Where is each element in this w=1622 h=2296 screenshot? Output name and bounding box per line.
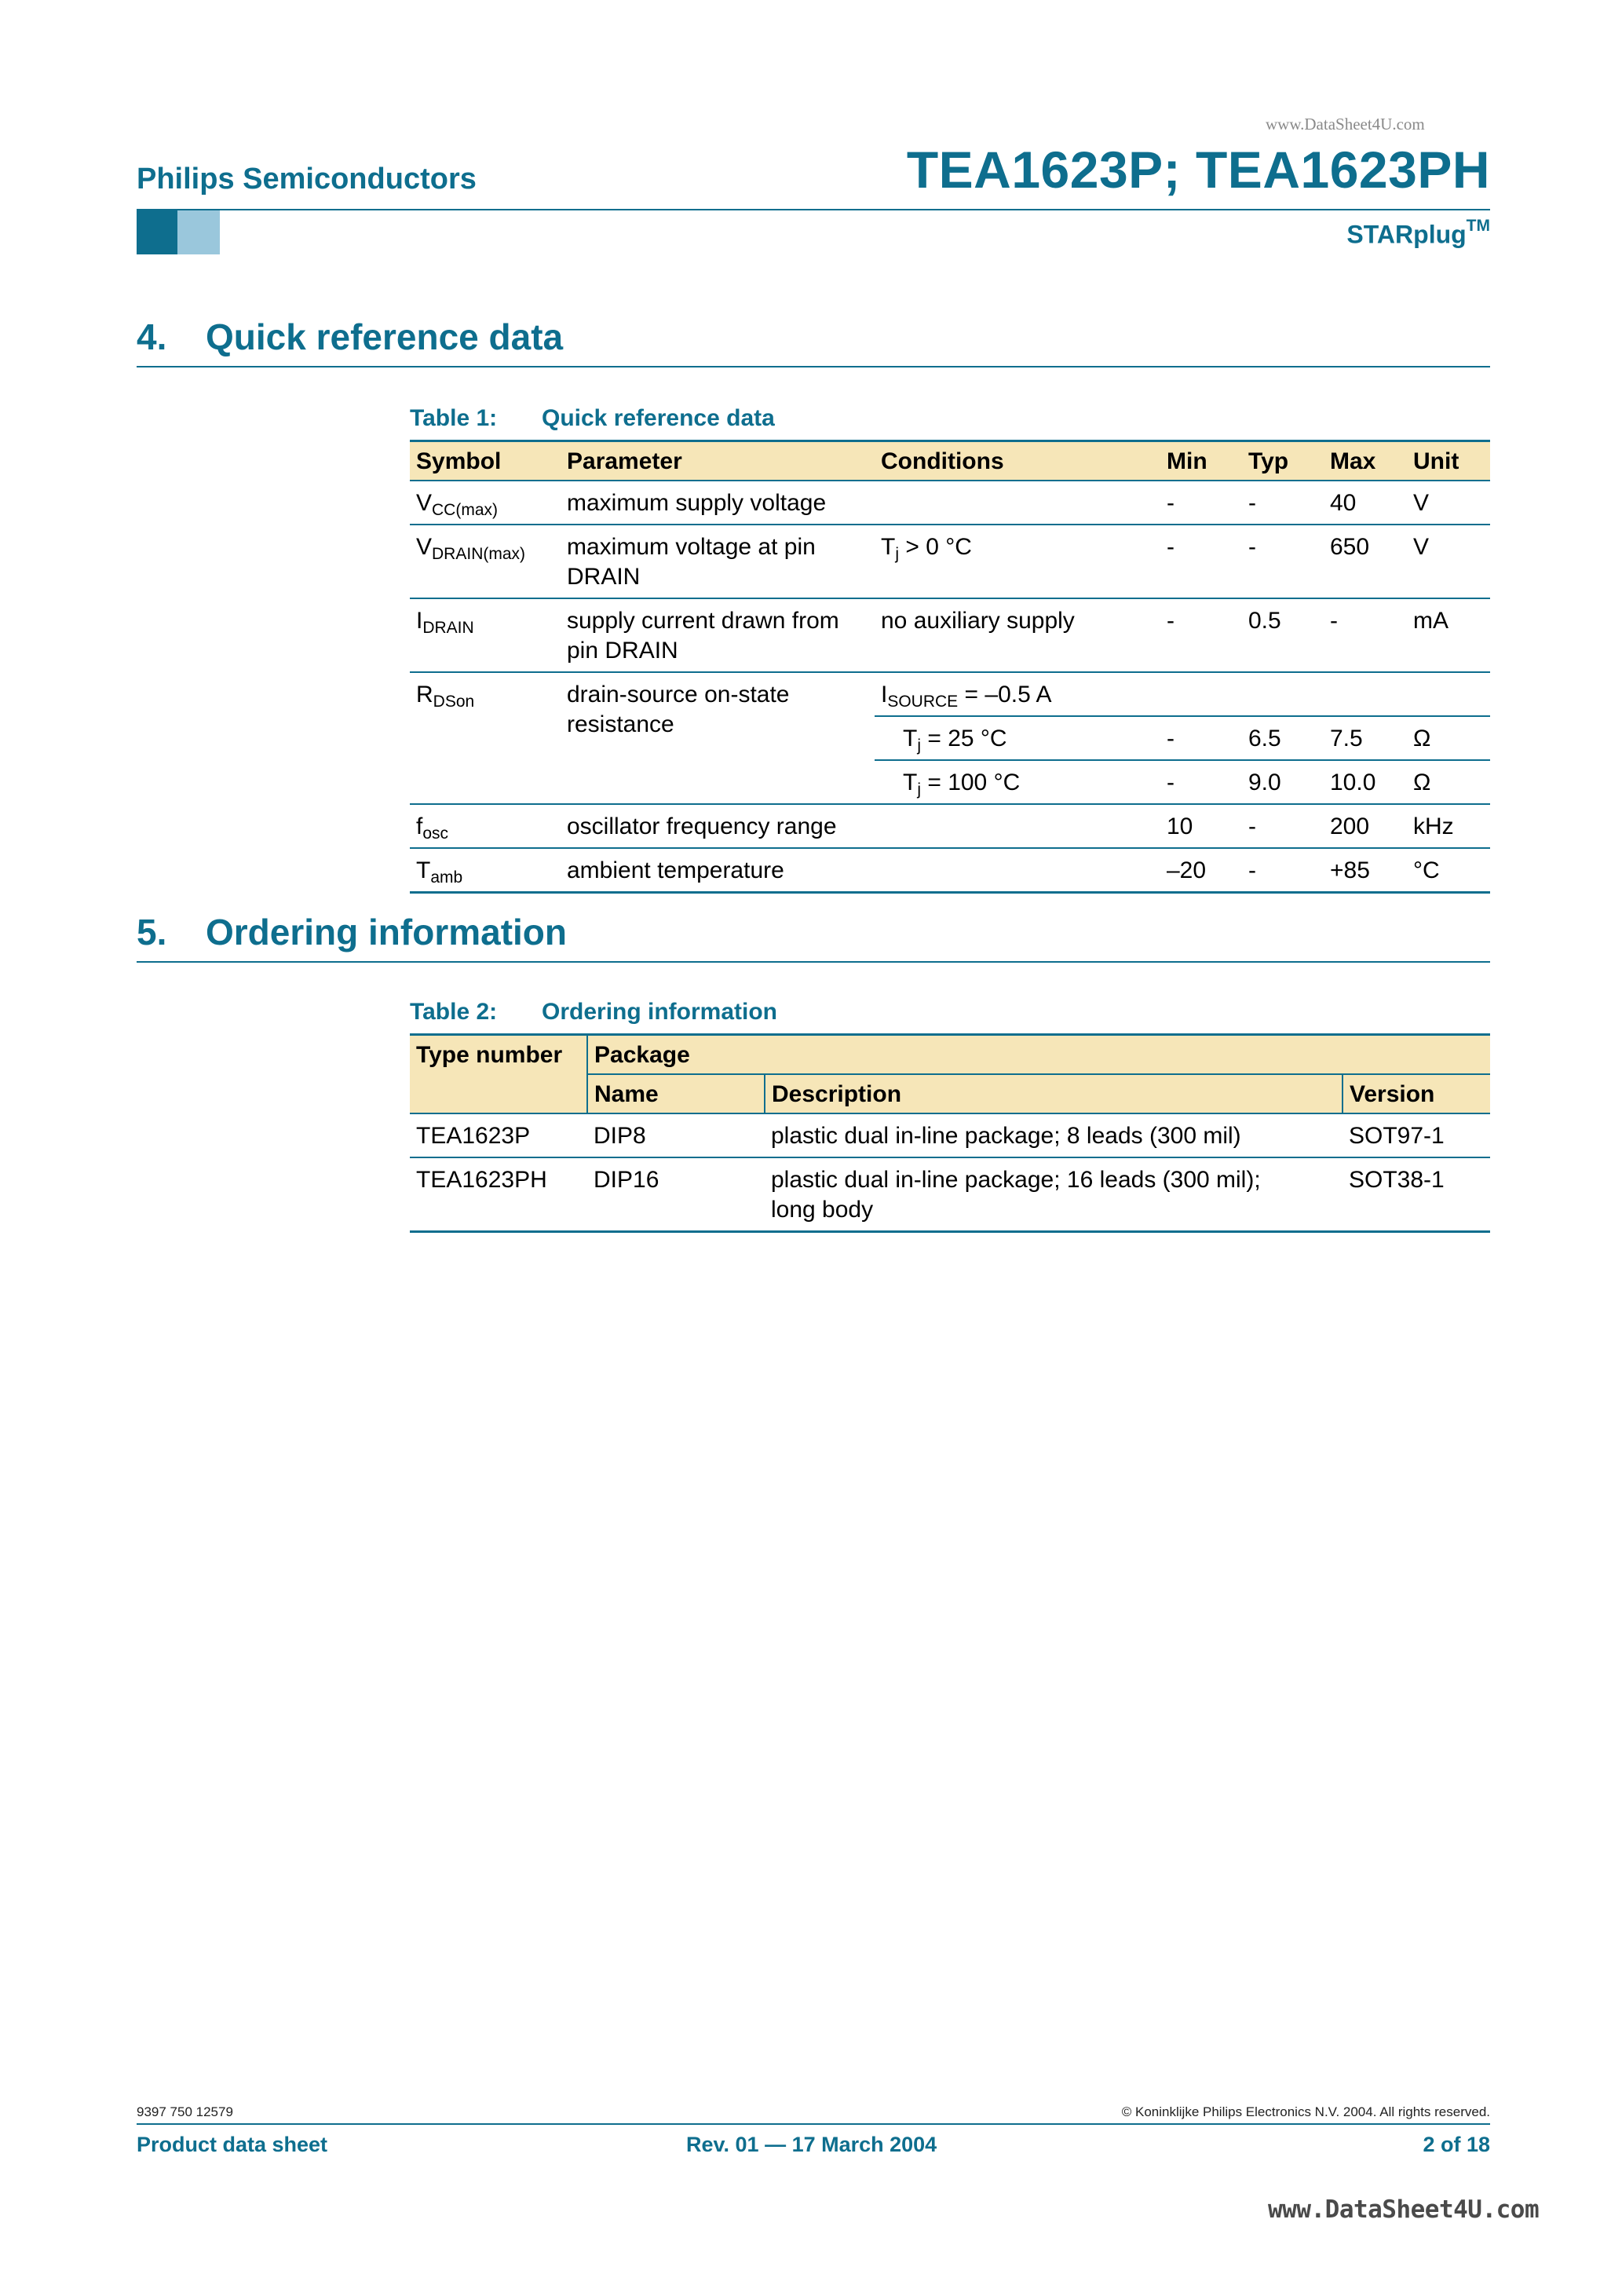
symbol-cell: $V_{DRAIN(max)}$	[410, 525, 561, 598]
typ-cell: -	[1242, 525, 1324, 598]
parameter-cell: drain-source on-state resistance	[561, 672, 875, 804]
name-cell: DIP8	[587, 1113, 765, 1157]
col-header: Type number	[410, 1035, 587, 1114]
page-number: 2 of 18	[1423, 2133, 1490, 2156]
product-title: TEA1623P; TEA1623PH	[906, 141, 1490, 199]
conditions-cell: $T_j = 25$ °C	[875, 716, 1160, 760]
typ-cell	[1242, 672, 1324, 716]
col-header: Name	[587, 1074, 765, 1113]
table-row	[410, 1157, 1490, 1232]
table-header-row	[410, 1035, 1490, 1075]
unit-cell: Ω	[1407, 716, 1490, 760]
min-cell: -	[1160, 481, 1242, 525]
col-header: Version	[1343, 1074, 1490, 1113]
footer-rule	[137, 2123, 1490, 2125]
table-header-row	[410, 441, 1490, 481]
max-cell: 40	[1324, 481, 1407, 525]
max-cell: 650	[1324, 525, 1407, 598]
col-header: Max	[1324, 441, 1407, 481]
section-4-heading: 4. Quick reference data	[137, 316, 564, 357]
brand-square-light	[177, 210, 220, 254]
col-header: Symbol	[410, 441, 561, 481]
col-header: Description	[765, 1074, 1343, 1113]
parameter-cell: maximum voltage at pin DRAIN	[561, 525, 875, 598]
document-type: Product data sheet	[137, 2133, 328, 2156]
description-cell: plastic dual in-line package; 16 leads (300 mil); long body	[765, 1157, 1343, 1232]
conditions-cell	[875, 804, 1160, 848]
version-cell: SOT97-1	[1343, 1113, 1490, 1157]
col-header: Typ	[1242, 441, 1324, 481]
unit-cell: mA	[1407, 598, 1490, 672]
watermark-bottom: www.DataSheet4U.com	[1268, 2195, 1540, 2224]
conditions-cell: $I_{SOURCE} = -0.5$ A	[875, 672, 1160, 716]
min-cell: -	[1160, 716, 1242, 760]
revision: Rev. 01 — 17 March 2004	[686, 2133, 937, 2156]
table-2-caption: Table 2: Ordering information	[410, 999, 777, 1025]
unit-cell: kHz	[1407, 804, 1490, 848]
parameter-cell: maximum supply voltage	[561, 481, 875, 525]
document-number: 9397 750 12579	[137, 2104, 233, 2119]
typ-cell: -	[1242, 804, 1324, 848]
col-header: Conditions	[875, 441, 1160, 481]
unit-cell: V	[1407, 481, 1490, 525]
name-cell: DIP16	[587, 1157, 765, 1232]
conditions-cell	[875, 481, 1160, 525]
typ-cell: 0.5	[1242, 598, 1324, 672]
min-cell: 10	[1160, 804, 1242, 848]
ordering-information-table	[410, 1033, 1490, 1233]
typ-cell: 6.5	[1242, 716, 1324, 760]
parameter-cell: oscillator frequency range	[561, 804, 875, 848]
typ-cell: -	[1242, 481, 1324, 525]
type-cell: TEA1623P	[410, 1113, 587, 1157]
min-cell: -	[1160, 760, 1242, 804]
table-row	[410, 525, 1490, 598]
typ-cell: -	[1242, 848, 1324, 893]
max-cell: -	[1324, 598, 1407, 672]
min-cell: -	[1160, 525, 1242, 598]
description-cell: plastic dual in-line package; 8 leads (300 mil)	[765, 1113, 1343, 1157]
max-cell: +85	[1324, 848, 1407, 893]
section-4-rule	[137, 366, 1490, 367]
typ-cell: 9.0	[1242, 760, 1324, 804]
version-cell: SOT38-1	[1343, 1157, 1490, 1232]
symbol-cell: $f_{osc}$	[410, 804, 561, 848]
col-header: Unit	[1407, 441, 1490, 481]
table-row	[410, 598, 1490, 672]
max-cell: 7.5	[1324, 716, 1407, 760]
header-rule	[137, 209, 1490, 210]
type-cell: TEA1623PH	[410, 1157, 587, 1232]
col-header: Package	[587, 1035, 1490, 1075]
copyright: © Koninklijke Philips Electronics N.V. 2004. All rights reserved.	[1121, 2104, 1490, 2119]
quick-reference-table	[410, 440, 1490, 894]
symbol-cell: $R_{DSon}$	[410, 672, 561, 804]
symbol-cell: $I_{DRAIN}$	[410, 598, 561, 672]
max-cell: 200	[1324, 804, 1407, 848]
company-name: Philips Semiconductors	[137, 163, 477, 196]
unit-cell: Ω	[1407, 760, 1490, 804]
symbol-cell: $T_{amb}$	[410, 848, 561, 893]
conditions-cell: $T_j > 0$ °C	[875, 525, 1160, 598]
parameter-cell: ambient temperature	[561, 848, 875, 893]
table-row	[410, 672, 1490, 716]
unit-cell	[1407, 672, 1490, 716]
parameter-cell: supply current drawn from pin DRAIN	[561, 598, 875, 672]
table-row	[410, 848, 1490, 893]
max-cell	[1324, 672, 1407, 716]
table-row	[410, 1113, 1490, 1157]
min-cell: -	[1160, 598, 1242, 672]
conditions-cell: no auxiliary supply	[875, 598, 1160, 672]
product-subtitle: STARplug™	[1346, 217, 1490, 249]
min-cell: –20	[1160, 848, 1242, 893]
trademark-sup: TM	[1466, 217, 1490, 235]
table-1-caption: Table 1: Quick reference data	[410, 405, 775, 431]
symbol-cell: $V_{CC(max)}$	[410, 481, 561, 525]
unit-cell: V	[1407, 525, 1490, 598]
section-5-heading: 5. Ordering information	[137, 912, 567, 952]
watermark-top: www.DataSheet4U.com	[1266, 115, 1425, 133]
table-row	[410, 804, 1490, 848]
brand-square-dark	[137, 210, 177, 254]
max-cell: 10.0	[1324, 760, 1407, 804]
unit-cell: °C	[1407, 848, 1490, 893]
conditions-cell: $T_j = 100$ °C	[875, 760, 1160, 804]
col-header: Min	[1160, 441, 1242, 481]
section-5-rule	[137, 961, 1490, 963]
table-row	[410, 481, 1490, 525]
conditions-cell	[875, 848, 1160, 893]
col-header: Parameter	[561, 441, 875, 481]
min-cell	[1160, 672, 1242, 716]
